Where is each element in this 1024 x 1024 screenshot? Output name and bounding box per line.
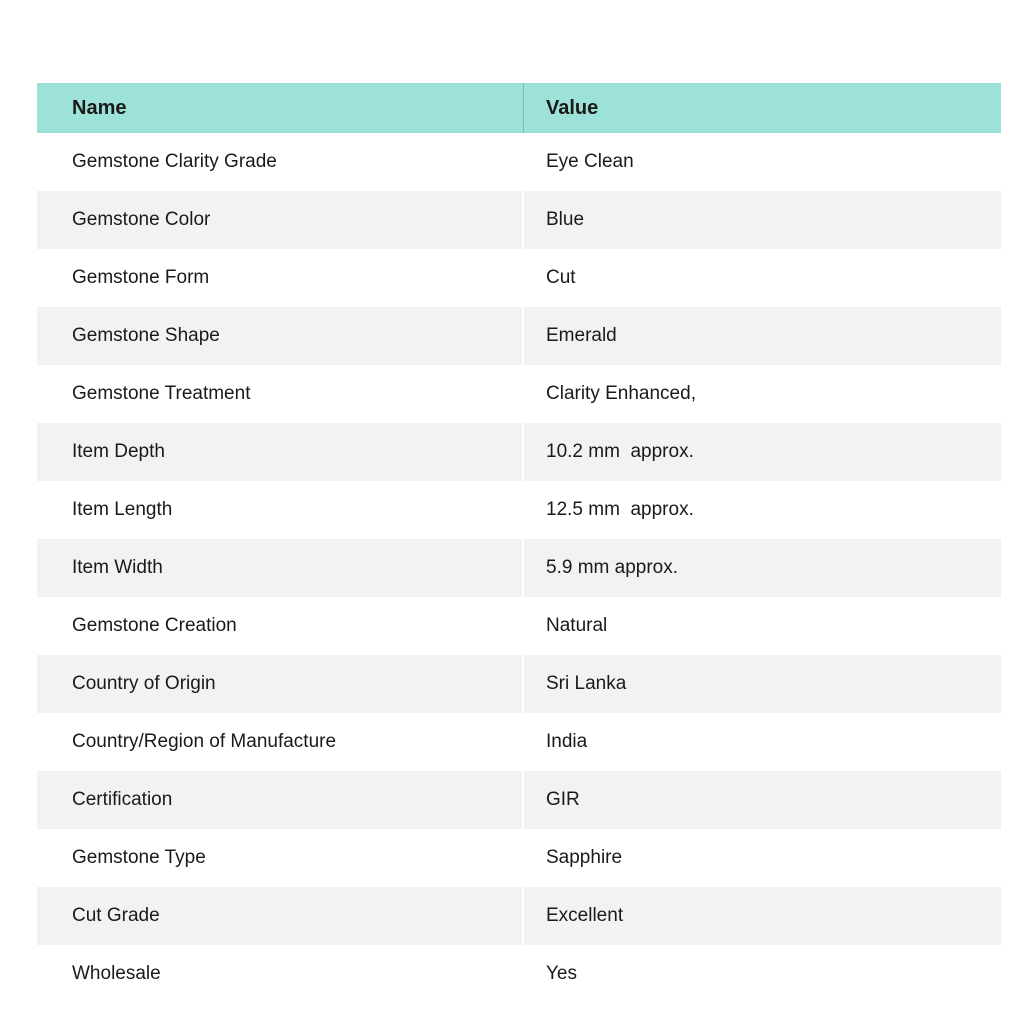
- table-row: [37, 133, 1001, 191]
- name-cell: Gemstone Form: [72, 267, 210, 288]
- value-cell: Natural: [546, 615, 608, 636]
- value-cell: Cut: [546, 267, 576, 288]
- table-row: [37, 713, 1001, 771]
- table-row: [37, 829, 1001, 887]
- table-row: [37, 539, 1001, 597]
- value-cell: 10.2 mm approx.: [546, 441, 694, 462]
- name-cell: Gemstone Treatment: [72, 383, 251, 404]
- table-row: [37, 655, 1001, 713]
- name-cell: Cut Grade: [37, 887, 524, 945]
- table-row: [37, 365, 1001, 423]
- name-cell: Certification: [37, 771, 524, 829]
- name-cell: Wholesale: [72, 963, 161, 984]
- header-name: Name: [37, 83, 524, 133]
- name-cell: Country of Origin: [37, 655, 524, 713]
- table-row: [37, 249, 1001, 307]
- item-specifics-table: [37, 83, 1001, 1003]
- header-value: Value: [546, 96, 599, 119]
- table-row: [37, 423, 1001, 481]
- name-cell: Item Depth: [37, 423, 524, 481]
- value-cell: Emerald: [546, 325, 617, 346]
- table-row: [37, 481, 1001, 539]
- value-cell: Clarity Enhanced,: [546, 383, 696, 404]
- value-cell: Sri Lanka: [546, 673, 627, 694]
- table-row: [37, 771, 1001, 829]
- table-row: [37, 307, 1001, 365]
- table-body: [37, 133, 1001, 1003]
- name-cell: Gemstone Clarity Grade: [72, 151, 277, 172]
- name-cell: Gemstone Type: [72, 847, 206, 868]
- name-cell: Gemstone Shape: [37, 307, 524, 365]
- name-cell: Country/Region of Manufacture: [72, 731, 337, 752]
- value-cell: Yes: [546, 963, 577, 984]
- value-cell: Sapphire: [546, 847, 623, 868]
- name-cell: Item Length: [72, 499, 173, 520]
- name-cell: Item Width: [37, 539, 524, 597]
- value-cell: Excellent: [546, 905, 624, 926]
- table-row: [37, 945, 1001, 1003]
- table-header-row: [37, 83, 1001, 133]
- name-cell: Gemstone Creation: [72, 615, 237, 636]
- value-cell: India: [546, 731, 588, 752]
- value-cell: 12.5 mm approx.: [546, 499, 694, 520]
- table-row: [37, 597, 1001, 655]
- table-row: [37, 191, 1001, 249]
- value-cell: Blue: [546, 209, 585, 230]
- value-cell: GIR: [546, 789, 580, 810]
- value-cell: 5.9 mm approx.: [546, 557, 678, 578]
- table-row: [37, 887, 1001, 945]
- name-cell: Gemstone Color: [37, 191, 524, 249]
- value-cell: Eye Clean: [546, 151, 634, 172]
